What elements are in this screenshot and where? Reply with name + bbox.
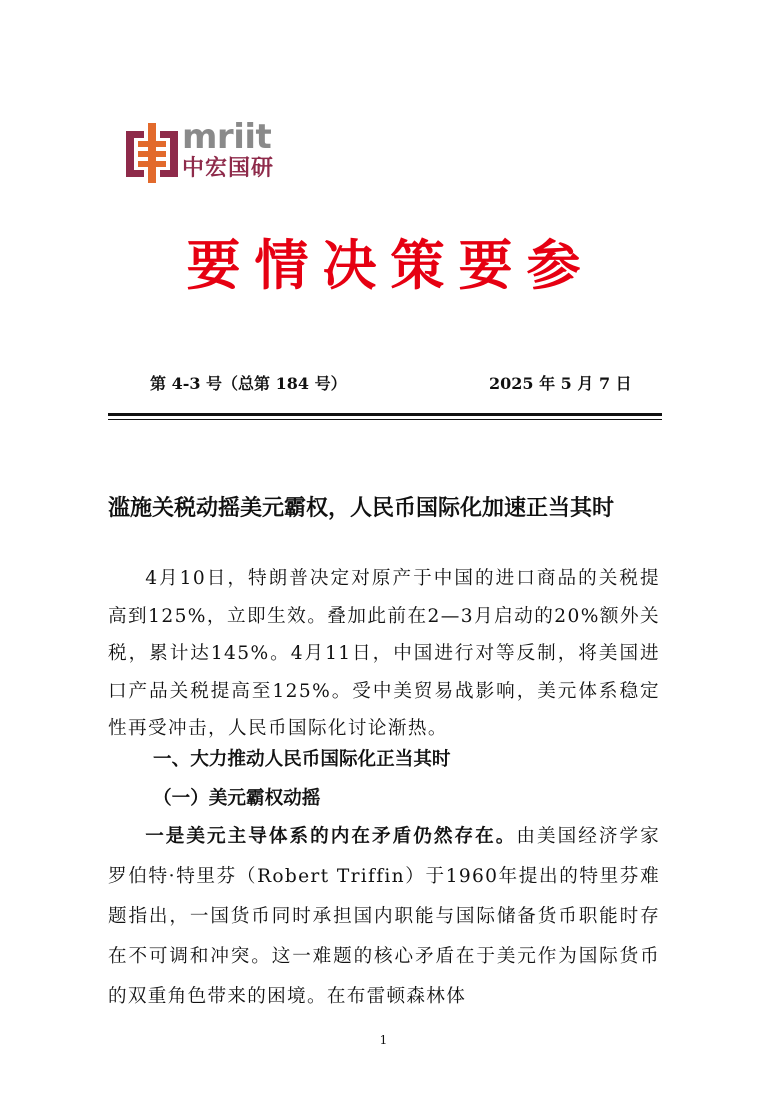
paragraph-2-lead: 一是美元主导体系的内在矛盾仍然存在。 (145, 826, 517, 847)
logo-text-cn: 中宏国研 (182, 156, 275, 181)
subsection-heading-1: （一）美元霸权动摇 (153, 788, 321, 809)
header-rule-thick (108, 413, 662, 416)
logo (126, 117, 276, 185)
paragraph-2-body: 由美国经济学家罗伯特·特里芬（Robert Triffin）于1960年提出的特里芬难题指出，一国货币同时承担国内职能与国际储备货币职能时存在不可调和冲突。这一难题的核心矛盾在于美元作为国际货币的双重角色带来的困境。在布雷顿森林体 (108, 826, 660, 1007)
logo-text-en: mriit (182, 117, 272, 157)
issue-date: 2025 年 5 月 7 日 (489, 374, 632, 393)
article-paragraph-1: 4月10日，特朗普决定对原产于中国的进口商品的关税提高到125%，立即生效。叠加此前在2—3月启动的20%额外关税，累计达145%。4月11日，中国进行对等反制，将美国进口产品关税提高至125%。受中美贸易战影响，美元体系稳定性再受冲击，人民币国际化讨论渐热。 (108, 568, 660, 739)
mriit-logo-mark-icon (126, 123, 178, 183)
header-rule-thin (108, 419, 662, 420)
masthead-title: 要情决策要参 (186, 234, 595, 297)
issue-number: 第 4-3 号（总第 184 号） (150, 374, 347, 393)
article-paragraph-2 (108, 817, 660, 1017)
page-number: 1 (379, 1033, 388, 1047)
article-title: 滥施关税动摇美元霸权，人民币国际化加速正当其时 (108, 495, 615, 521)
section-heading-1: 一、大力推动人民币国际化正当其时 (153, 749, 451, 770)
